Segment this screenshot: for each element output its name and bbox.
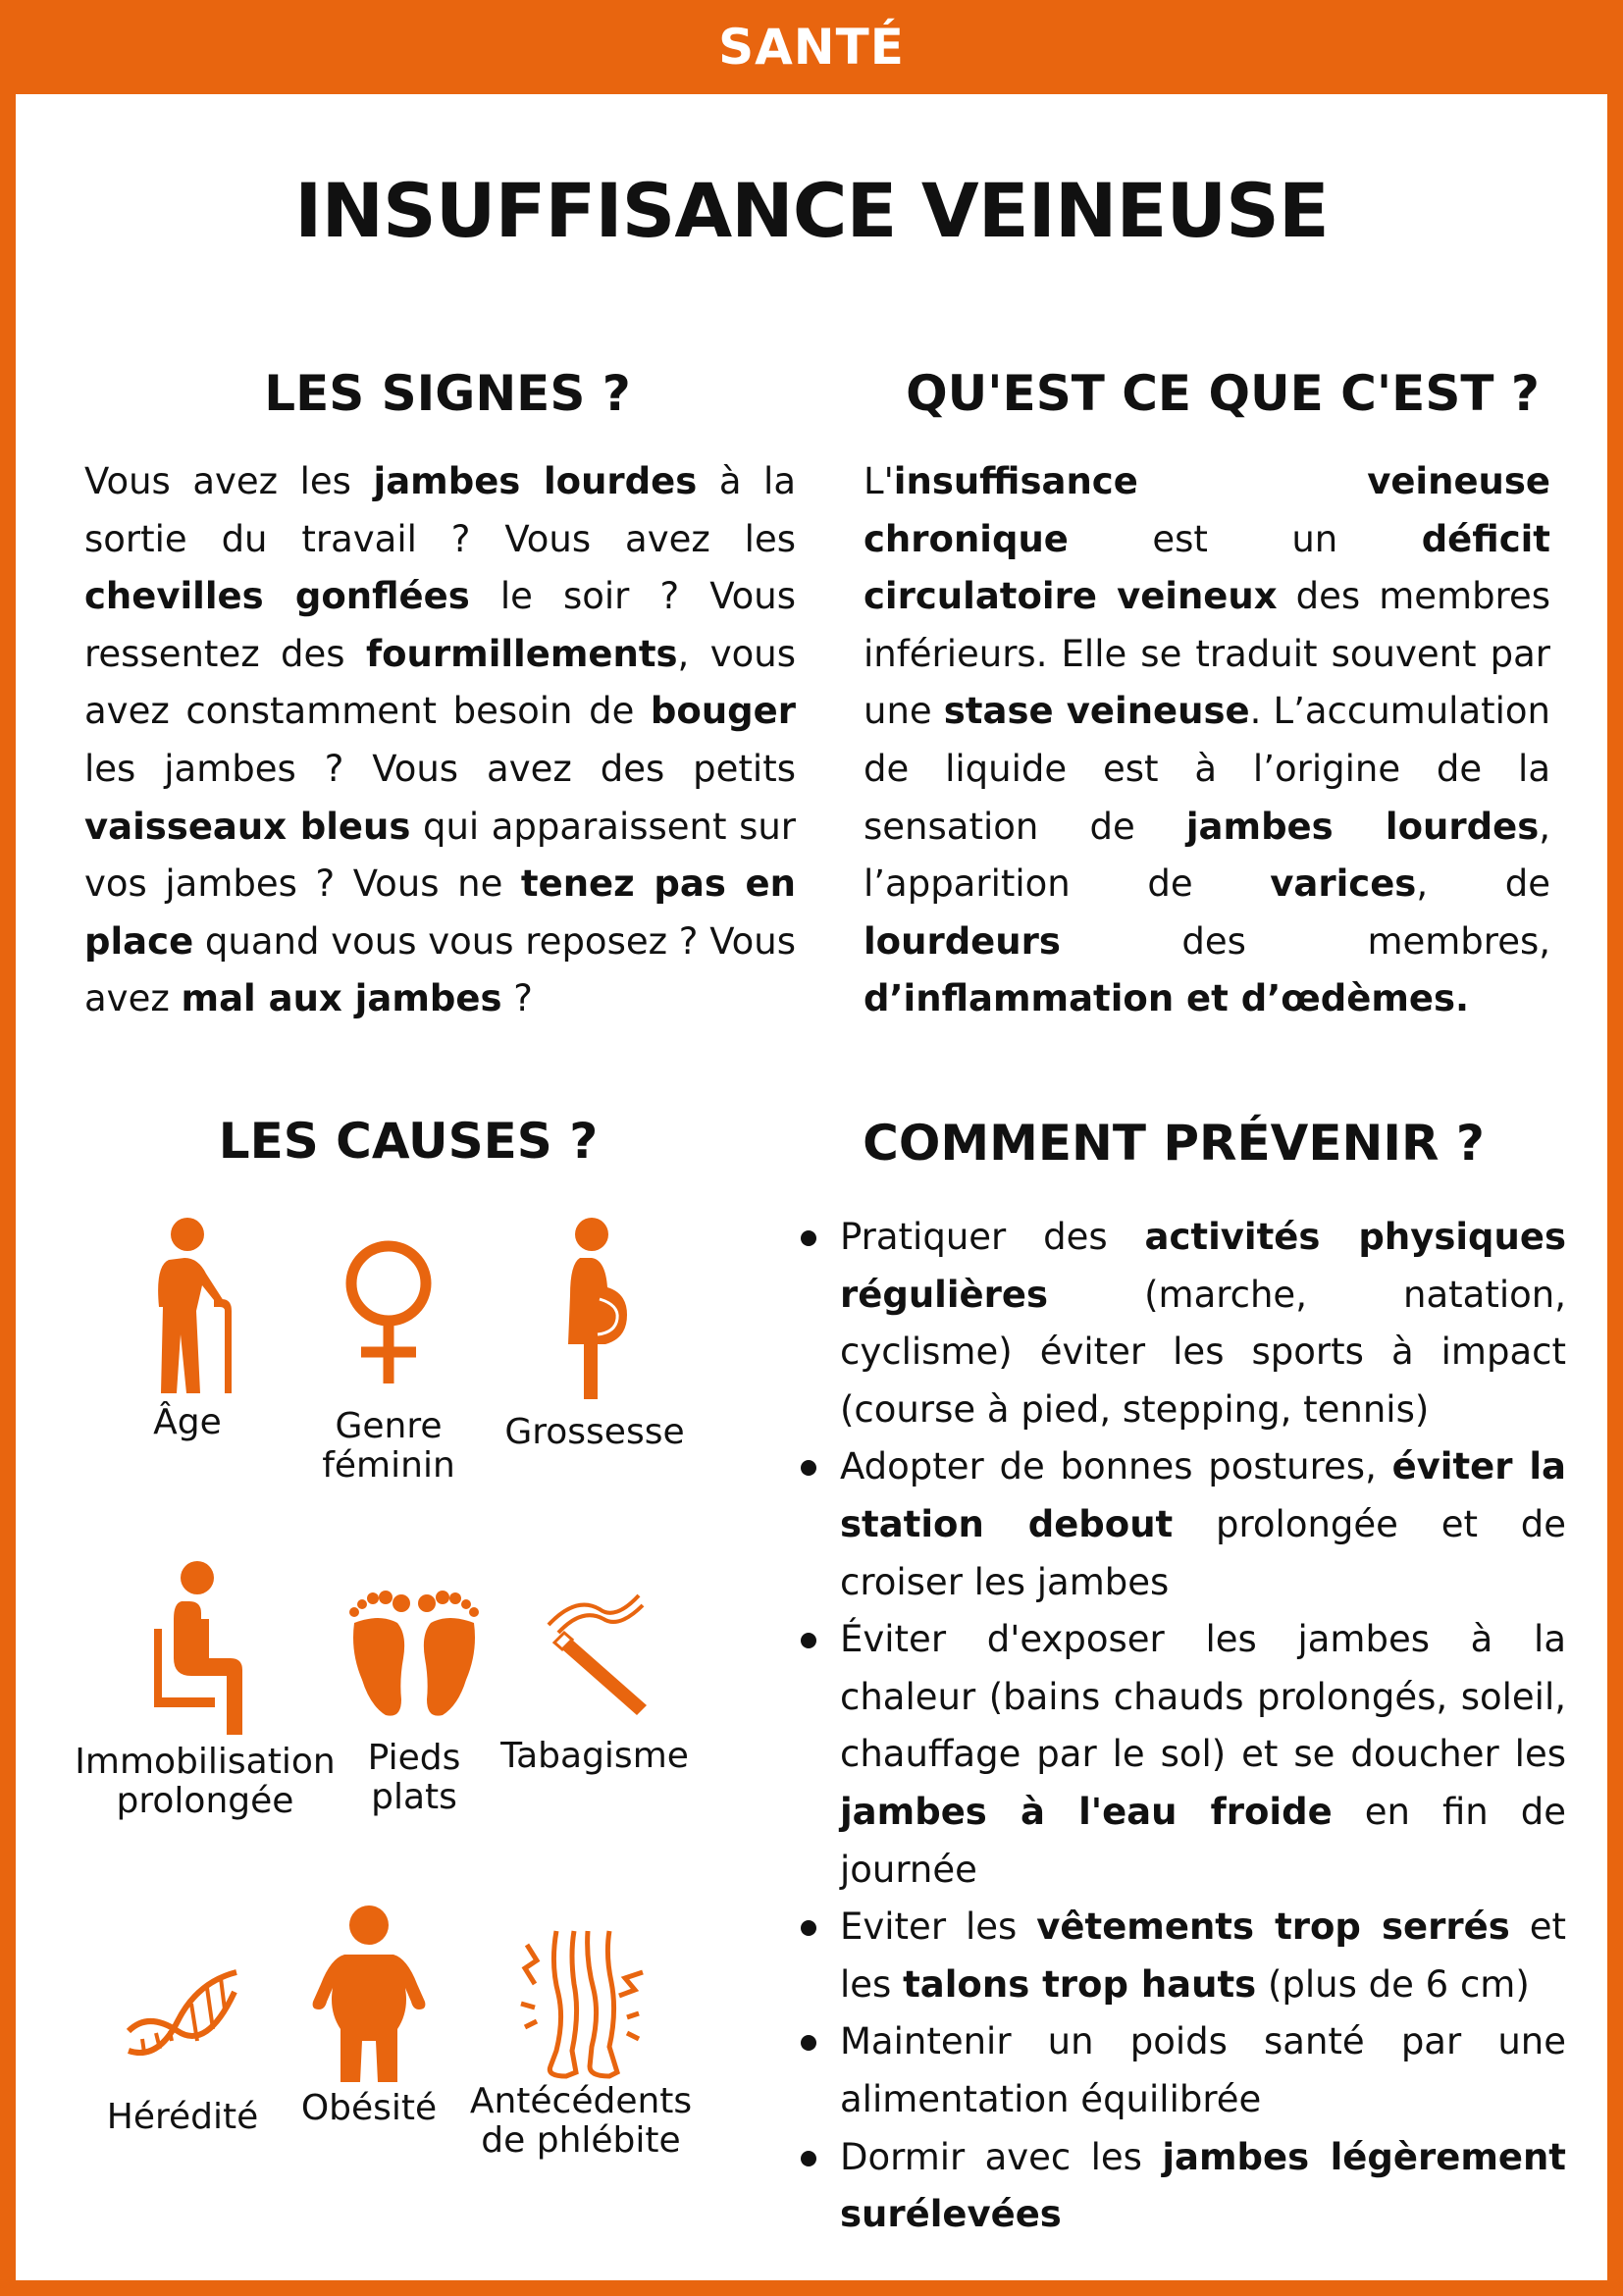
header-label: SANTÉ bbox=[718, 19, 905, 76]
bullet-icon bbox=[801, 2035, 816, 2051]
cause-item-tabagisme bbox=[497, 1588, 693, 1776]
cause-label-genre bbox=[295, 1407, 482, 1486]
cause-label-age bbox=[94, 1403, 281, 1442]
body-text: est un bbox=[1068, 517, 1422, 560]
prevention-heading: COMMENT PRÉVENIR ? bbox=[863, 1115, 1485, 1172]
cause-label-line: plats bbox=[371, 1777, 457, 1817]
female-symbol-icon bbox=[340, 1238, 438, 1385]
body-text: en fin de journée bbox=[840, 1790, 1566, 1891]
body-text: des membres, bbox=[1060, 919, 1550, 963]
body-text: les jambes ? Vous avez des petits bbox=[84, 747, 796, 790]
cause-item-pieds-plats bbox=[326, 1584, 502, 1817]
cause-label-line: Genre bbox=[335, 1406, 443, 1446]
cause-label-line: Grossesse bbox=[504, 1412, 685, 1452]
cause-label-line: Hérédité bbox=[106, 2097, 259, 2137]
elderly-person-icon bbox=[133, 1217, 241, 1403]
cause-item-age bbox=[94, 1217, 281, 1442]
definition-paragraph bbox=[864, 453, 1550, 1028]
body-text: prolongée et de croiser les jambes bbox=[840, 1502, 1567, 1603]
cause-label-tabagisme bbox=[497, 1737, 693, 1776]
emphasis-text: talons trop hauts bbox=[903, 1962, 1257, 2006]
cause-label-line: Immobilisation bbox=[75, 1742, 336, 1782]
emphasis-text: bouger bbox=[650, 690, 796, 733]
bullet-icon bbox=[801, 1920, 816, 1936]
prevention-item bbox=[793, 1611, 1566, 1899]
cause-label-line: Obésité bbox=[300, 2088, 438, 2128]
emphasis-text: jambes lourdes bbox=[1185, 805, 1540, 848]
cause-item-grossesse bbox=[497, 1217, 693, 1452]
body-text: (marche, natation, cyclisme) éviter les sports à impact (course à pied, stepping, tennis) bbox=[840, 1273, 1566, 1431]
body-text: (plus de 6 cm) bbox=[1256, 1962, 1530, 2006]
emphasis-text: mal aux jambes bbox=[181, 977, 502, 1020]
cause-item-heredite bbox=[94, 1953, 271, 2137]
emphasis-text: varices bbox=[1270, 862, 1417, 906]
cause-label-line: Âge bbox=[153, 1402, 222, 1442]
emphasis-text: chevilles gonflées bbox=[84, 575, 470, 618]
body-text: L' bbox=[864, 460, 894, 502]
header-bar bbox=[0, 0, 1623, 94]
cause-label-line: féminin bbox=[322, 1445, 455, 1486]
body-text: Eviter les bbox=[840, 1905, 1037, 1949]
body-text: ? bbox=[501, 977, 533, 1020]
body-text: quand vous vous reposez ? Vous avez bbox=[84, 919, 796, 1020]
emphasis-text: éviter la station debout bbox=[840, 1445, 1566, 1545]
seated-person-icon bbox=[146, 1560, 264, 1737]
body-text: qui apparaissent sur vos jambes ? Vous ne bbox=[84, 805, 797, 906]
body-text: Vous avez les bbox=[84, 460, 374, 502]
emphasis-text: vaisseaux bleus bbox=[84, 805, 411, 848]
page-title: INSUFFISANCE VEINEUSE bbox=[294, 167, 1329, 254]
body-text: à la sortie du travail ? Vous avez les bbox=[84, 460, 796, 560]
obese-person-icon bbox=[305, 1904, 433, 2085]
cause-label-grossesse bbox=[497, 1413, 693, 1452]
body-text: Adopter de bonnes postures, bbox=[840, 1445, 1392, 1488]
prevention-item bbox=[793, 2129, 1566, 2244]
body-text: Éviter d'exposer les jambes à la chaleur (bains chauds prolongés, soleil, chauffage par le sol) et se doucher les bbox=[840, 1618, 1566, 1776]
causes-heading: LES CAUSES ? bbox=[218, 1113, 599, 1170]
cause-item-genre bbox=[295, 1238, 482, 1486]
prevention-item bbox=[793, 1899, 1566, 2013]
emphasis-text: déficit circulatoire veineux bbox=[864, 517, 1550, 618]
emphasis-text: tenez pas en place bbox=[84, 862, 796, 963]
emphasis-text: d’inflammation et d’œdèmes. bbox=[864, 977, 1470, 1020]
body-text: Maintenir un poids santé par une alimentation équilibrée bbox=[840, 2020, 1566, 2120]
emphasis-text: lourdeurs bbox=[864, 919, 1061, 963]
emphasis-text: vêtements trop serrés bbox=[1036, 1905, 1510, 1949]
cause-label-phlebite bbox=[463, 2082, 699, 2161]
body-text: et les bbox=[840, 1905, 1566, 2006]
bullet-icon bbox=[801, 1460, 816, 1476]
emphasis-text: activités physiques régulières bbox=[840, 1216, 1566, 1316]
cause-label-immobilisation bbox=[73, 1743, 338, 1821]
cause-label-line: Pieds bbox=[367, 1738, 461, 1778]
emphasis-text: insuffisance veineuse chronique bbox=[864, 460, 1550, 560]
emphasis-text: jambes légèrement surélevées bbox=[840, 2135, 1566, 2236]
body-text: Pratiquer des bbox=[840, 1216, 1145, 1258]
pregnant-woman-icon bbox=[550, 1217, 639, 1403]
body-text: , vous avez constamment besoin de bbox=[84, 632, 796, 733]
cause-item-immobilisation bbox=[73, 1560, 338, 1821]
feet-icon bbox=[340, 1584, 488, 1721]
emphasis-text: stase veineuse bbox=[943, 690, 1250, 733]
body-text: . L’accumulation de liquide est à l’origine de la sensation de bbox=[864, 690, 1550, 848]
body-text: des membres inférieurs. Elle se traduit souvent par une bbox=[864, 575, 1551, 733]
painful-legs-icon bbox=[507, 1925, 654, 2082]
cause-label-line: Antécédents bbox=[469, 2081, 693, 2121]
bullet-icon bbox=[801, 1633, 816, 1648]
emphasis-text: jambes lourdes bbox=[373, 460, 698, 502]
cause-label-pieds-plats bbox=[326, 1739, 502, 1817]
cause-label-obesite bbox=[281, 2089, 457, 2128]
cigarette-icon bbox=[541, 1588, 649, 1715]
prevention-item bbox=[793, 2013, 1566, 2128]
bullet-icon bbox=[801, 2151, 816, 2166]
cause-label-line: Tabagisme bbox=[500, 1736, 689, 1776]
prevention-item bbox=[793, 1438, 1566, 1611]
definition-heading: QU'EST CE QUE C'EST ? bbox=[906, 365, 1540, 422]
emphasis-text: jambes à l'eau froide bbox=[840, 1790, 1333, 1833]
bullet-icon bbox=[801, 1230, 816, 1246]
body-text: le soir ? Vous ressentez des bbox=[84, 575, 796, 675]
body-text: , de bbox=[1416, 862, 1550, 906]
emphasis-text: fourmillements bbox=[366, 632, 678, 675]
dna-icon bbox=[119, 1953, 246, 2070]
cause-label-line: de phlébite bbox=[481, 2120, 681, 2161]
cause-item-phlebite bbox=[463, 1925, 699, 2161]
signes-paragraph bbox=[84, 453, 796, 1028]
body-text: , l’apparition de bbox=[864, 805, 1550, 906]
signes-heading: LES SIGNES ? bbox=[264, 365, 631, 422]
cause-label-heredite bbox=[94, 2098, 271, 2137]
prevention-list bbox=[793, 1209, 1566, 2244]
body-text: Dormir avec les bbox=[840, 2135, 1163, 2178]
prevention-item bbox=[793, 1209, 1566, 1438]
cause-item-obesite bbox=[281, 1904, 457, 2128]
cause-label-line: prolongée bbox=[116, 1781, 294, 1821]
